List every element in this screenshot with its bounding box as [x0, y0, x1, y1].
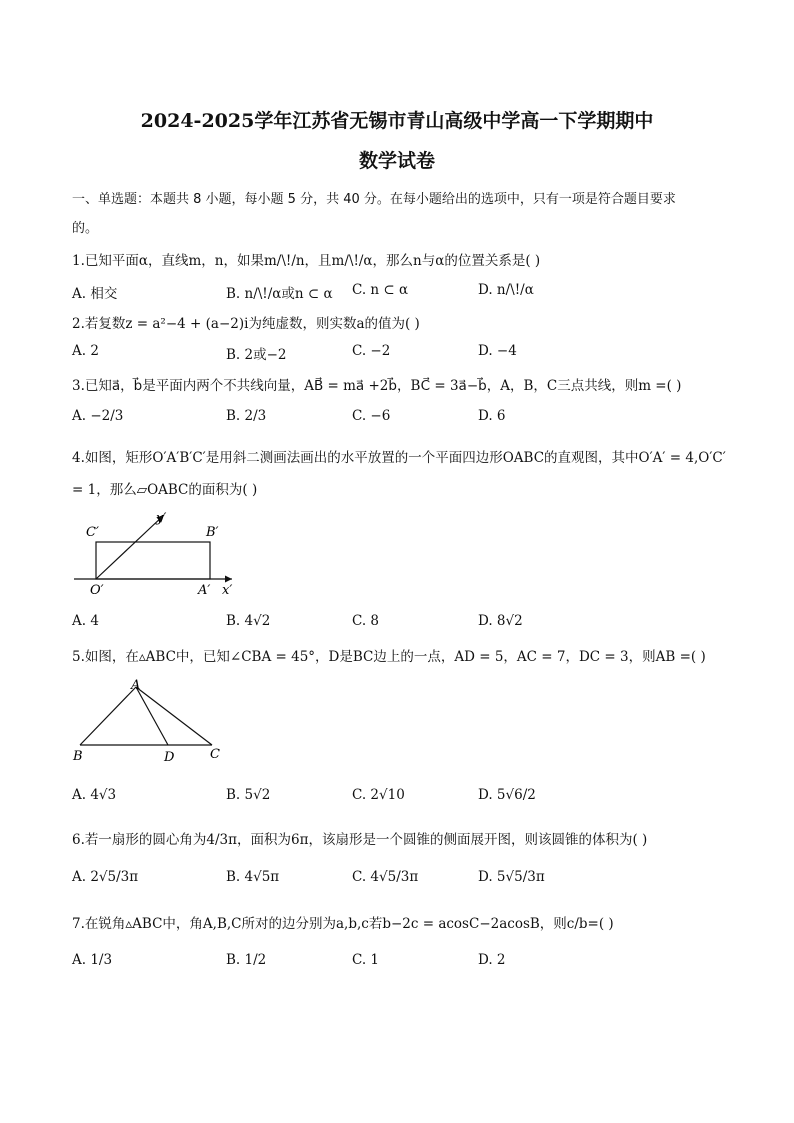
q7-option-a: A. 1/3: [72, 952, 113, 968]
q6-option-b: B. 4√5π: [226, 869, 280, 885]
label-a: A: [131, 678, 141, 693]
label-o-prime: O′: [90, 583, 104, 598]
section-header-cont: 的。: [72, 221, 99, 236]
q2-option-b: B. 2或−2: [226, 347, 287, 363]
q1-option-b: B. n/\!/α或n ⊂ α: [226, 286, 333, 302]
q4-option-c: C. 8: [352, 613, 380, 629]
q5-option-a: A. 4√3: [72, 787, 117, 803]
label-b: B: [73, 749, 83, 764]
q5-option-c: C. 2√10: [352, 787, 405, 803]
q4-option-d: D. 8√2: [478, 613, 523, 629]
q4-option-a: A. 4: [72, 613, 99, 629]
segment-ad: [136, 687, 168, 745]
q5-option-d: D. 5√6/2: [478, 787, 536, 803]
question-5-stem: 5.如图，在▵ABC中，已知∠CBA = 45°，D是BC边上的一点，AD = 5，AC = 7，DC = 3，则AB =( ): [72, 649, 706, 665]
q7-option-c: C. 1: [352, 952, 380, 968]
page-title: 2024-2025学年江苏省无锡市青山高级中学高一下学期期中: [140, 110, 654, 132]
q2-option-a: A. 2: [72, 343, 99, 359]
question-7-stem: 7.在锐角▵ABC中，角A,B,C所对的边分别为a,b,c若b−2c = acosC−2acosB，则c/b=( ): [72, 916, 614, 932]
section-header: 一、单选题：本题共 8 小题，每小题 5 分，共 40 分。在每小题给出的选项中，只有一项是符合题目要求: [72, 192, 676, 207]
q1-option-a: A. 相交: [72, 286, 118, 302]
label-c-prime: C′: [86, 525, 99, 540]
question-1-stem: 1.已知平面α，直线m，n，如果m/\!/n，且m/\!/α，那么n与α的位置关系是( ): [72, 253, 541, 269]
q6-option-a: A. 2√5/3π: [72, 869, 139, 885]
side-ac: [136, 687, 212, 745]
q7-option-b: B. 1/2: [226, 952, 267, 968]
triangle-abc-figure: [70, 675, 230, 767]
label-a-prime: A′: [198, 583, 211, 598]
q1-option-c: C. n ⊂ α: [352, 282, 409, 298]
question-6-stem: 6.若一扇形的圆心角为4/3π，面积为6π，该扇形是一个圆锥的侧面展开图，则该圆锥的体积为( ): [72, 832, 648, 848]
question-2-stem: 2.若复数z = a²−4 + (a−2)i为纯虚数，则实数a的值为( ): [72, 316, 420, 332]
question-4-stem: 4.如图，矩形O′A′B′C′是用斜二测画法画出的水平放置的一个平面四边形OABC的直观图，其中O′A′ = 4,O′C′: [72, 450, 726, 466]
label-d: D: [164, 750, 175, 765]
q7-option-d: D. 2: [478, 952, 506, 968]
label-y-prime: y′: [156, 511, 167, 526]
label-c: C: [210, 747, 220, 762]
q3-option-a: A. −2/3: [72, 408, 124, 424]
label-b-prime: B′: [206, 525, 219, 540]
side-ab: [80, 687, 136, 745]
q4-option-b: B. 4√2: [226, 613, 271, 629]
q3-option-d: D. 6: [478, 408, 506, 424]
q3-option-c: C. −6: [352, 408, 391, 424]
q5-option-b: B. 5√2: [226, 787, 271, 803]
y-axis: [96, 515, 164, 579]
oblique-projection-figure: [70, 505, 245, 600]
rectangle-oabc: [96, 542, 210, 579]
q6-option-d: D. 5√5/3π: [478, 869, 545, 885]
q1-option-d: D. n/\!/α: [478, 282, 534, 298]
q6-option-c: C. 4√5/3π: [352, 869, 419, 885]
page-subtitle: 数学试卷: [358, 150, 435, 172]
label-x-prime: x′: [222, 583, 233, 598]
question-4-stem-cont: = 1，那么▱OABC的面积为( ): [72, 482, 258, 498]
q3-option-b: B. 2/3: [226, 408, 267, 424]
q2-option-c: C. −2: [352, 343, 391, 359]
q2-option-d: D. −4: [478, 343, 517, 359]
question-3-stem: 3.已知a⃗，b⃗是平面内两个不共线向量，AB⃗ = ma⃗ +2b⃗，BC⃗ = 3a⃗−b⃗，A，B，C三点共线，则m =( ): [72, 378, 682, 394]
